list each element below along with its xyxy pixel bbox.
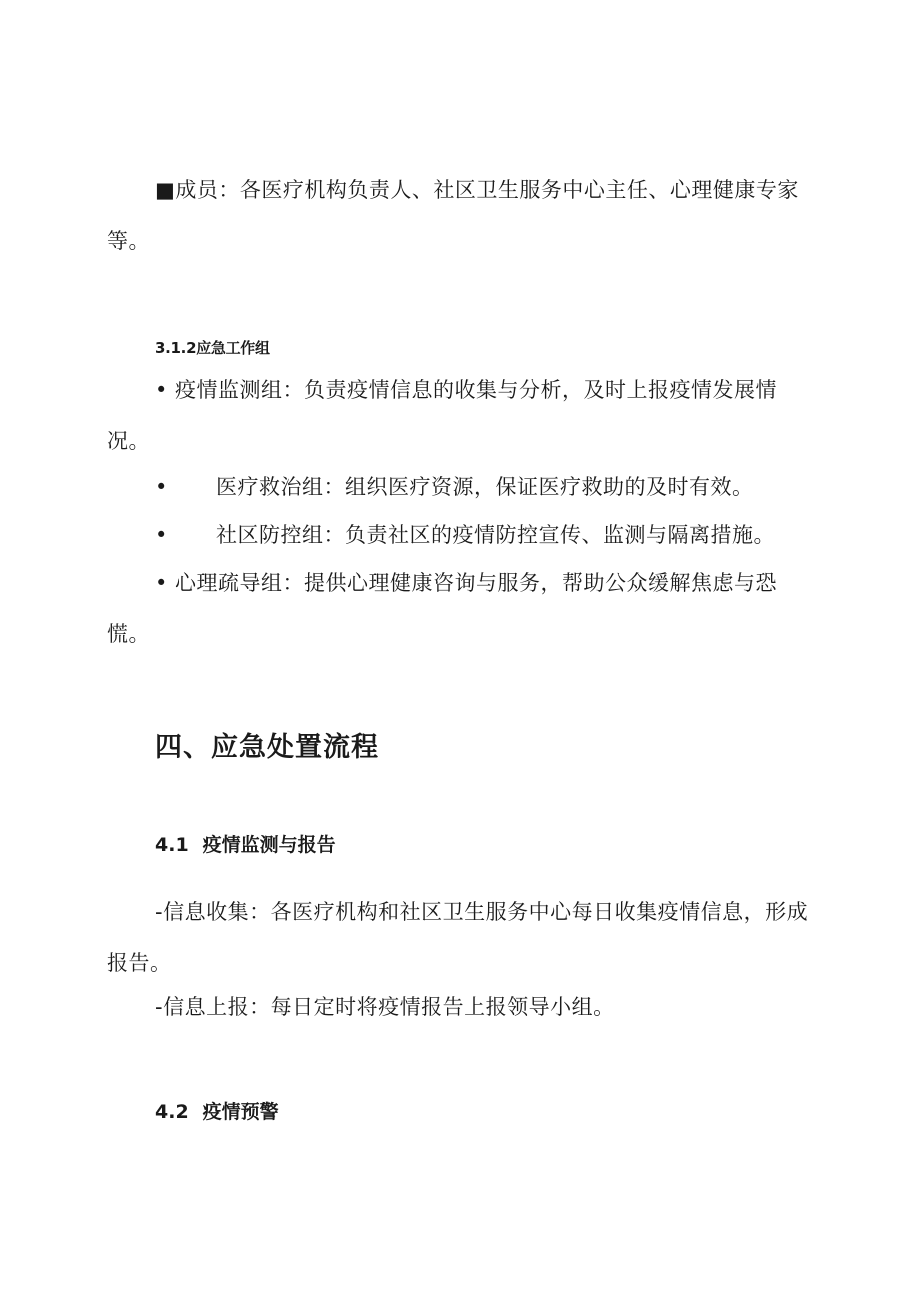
list-item-continuation: 报告。 (107, 951, 172, 975)
list-item-text: 社区防控组：负责社区的疫情防控宣传、监测与隔离措施。 (216, 523, 775, 547)
list-item (0, 462, 920, 513)
section-number: 4.2 (155, 1101, 189, 1123)
list-item-text: 心理疏导组：提供心理健康咨询与服务，帮助公众缓解焦虑与恐 (175, 571, 777, 595)
list-item-continuation: 慌。 (107, 622, 150, 646)
members-line-1: ■成员：各医疗机构负责人、社区卫生服务中心主任、心理健康专家 (155, 178, 799, 202)
members-paragraph (0, 165, 920, 267)
bullet-icon: • (155, 378, 168, 402)
list-item-text: 疫情监测组：负责疫情信息的收集与分析，及时上报疫情发展情 (175, 378, 777, 402)
bullet-icon: • (155, 523, 168, 547)
list-item (0, 887, 920, 989)
members-line-2: 等。 (107, 229, 150, 253)
list-item (0, 982, 920, 1033)
list-item-text: -信息上报：每日定时将疫情报告上报领导小组。 (155, 995, 615, 1019)
bullet-icon: • (155, 571, 168, 595)
section-number: 4.1 (155, 834, 189, 856)
section-title: 疫情预警 (202, 1101, 279, 1123)
section-3-1-2-heading: 3.1.2应急工作组 (155, 339, 270, 357)
list-item (0, 365, 920, 467)
list-item-continuation: 况。 (107, 429, 150, 453)
list-item-text: 医疗救治组：组织医疗资源，保证医疗救助的及时有效。 (216, 475, 754, 499)
section-title: 疫情监测与报告 (202, 834, 336, 856)
list-item (0, 558, 920, 660)
list-item-text: -信息收集：各医疗机构和社区卫生服务中心每日收集疫情信息，形成 (155, 900, 809, 924)
chapter-4-heading: 四、应急处置流程 (155, 732, 379, 763)
list-item (0, 510, 920, 561)
section-4-1-heading (155, 830, 920, 857)
section-4-2-heading (155, 1097, 920, 1124)
bullet-icon: • (155, 475, 168, 499)
